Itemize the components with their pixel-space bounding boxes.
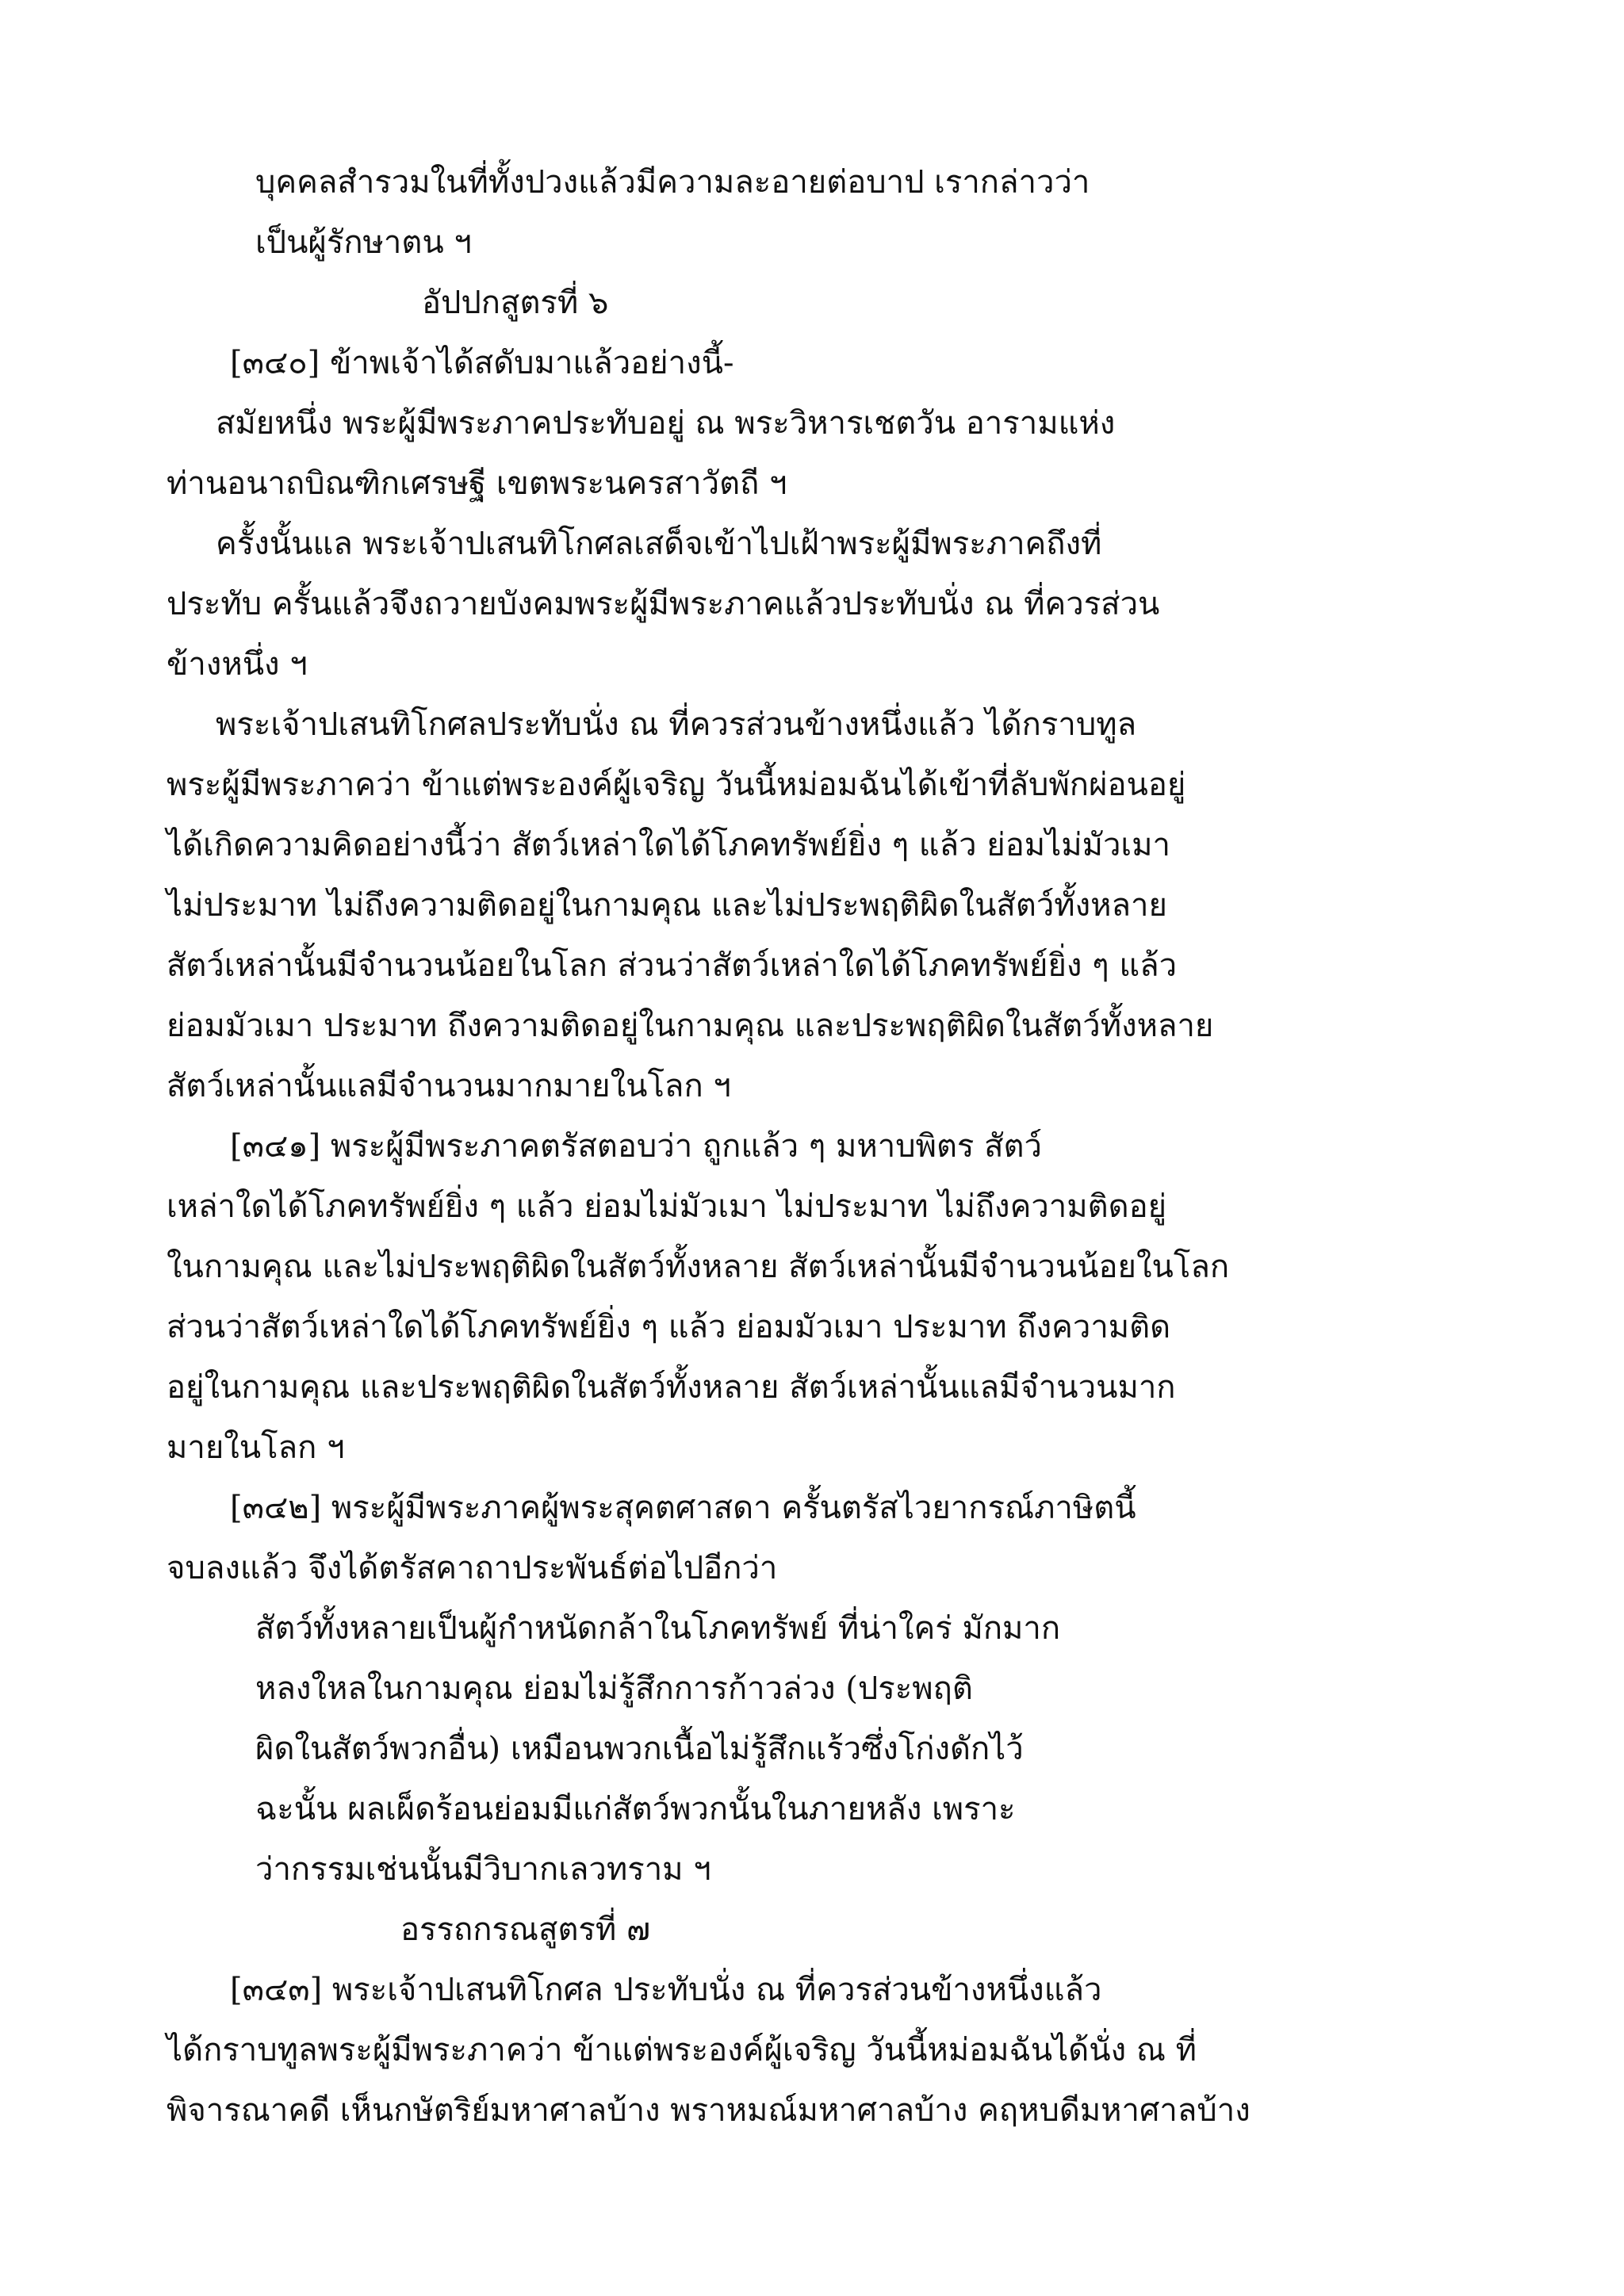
section-heading: อรรถกรณสูตรที่ ๗ [400, 1911, 651, 1948]
text-line: เป็นผู้รักษาตน ฯ [255, 224, 472, 261]
text-line: [๓๔๐] ข้าพเจ้าได้สดับมาแล้วอย่างนี้- [230, 345, 734, 381]
text-line: อยู่ในกามคุณ และประพฤติผิดในสัตว์ทั้งหลาย สัตว์เหล่านั้นแลมีจำนวนมาก [167, 1369, 1176, 1406]
verse-line: หลงใหลในกามคุณ ย่อมไม่รู้สึกการก้าวล่วง (ประพฤติ [255, 1670, 973, 1707]
text-line: ได้เกิดความคิดอย่างนี้ว่า สัตว์เหล่าใดได้โภคทรัพย์ยิ่ง ๆ แล้ว ย่อมไม่มัวเมา [167, 827, 1170, 863]
verse-line: ว่ากรรมเช่นนั้นมีวิบากเลวทราม ฯ [255, 1851, 711, 1888]
verse-line: ฉะนั้น ผลเผ็ดร้อนย่อมมีแก่สัตว์พวกนั้นในภายหลัง เพราะ [255, 1791, 1016, 1827]
text-line: ข้างหนึ่ง ฯ [167, 646, 308, 683]
text-line: ย่อมมัวเมา ประมาท ถึงความติดอยู่ในกามคุณ และประพฤติผิดในสัตว์ทั้งหลาย [167, 1008, 1214, 1044]
text-line: ประทับ ครั้นแล้วจึงถวายบังคมพระผู้มีพระภาคแล้วประทับนั่ง ณ ที่ควรส่วน [167, 586, 1160, 622]
text-line: [๓๔๓] พระเจ้าปเสนทิโกศล ประทับนั่ง ณ ที่ควรส่วนข้างหนึ่งแล้ว [230, 1972, 1102, 2008]
text-line: จบลงแล้ว จึงได้ตรัสคาถาประพันธ์ต่อไปอีกว่า [167, 1550, 778, 1586]
text-line: พระเจ้าปเสนทิโกศลประทับนั่ง ณ ที่ควรส่วนข้างหนึ่งแล้ว ได้กราบทูล [216, 706, 1137, 743]
text-line: สัตว์เหล่านั้นแลมีจำนวนมากมายในโลก ฯ [167, 1068, 731, 1104]
text-line: เหล่าใดได้โภคทรัพย์ยิ่ง ๆ แล้ว ย่อมไม่มัวเมา ไม่ประมาท ไม่ถึงความติดอยู่ [167, 1188, 1167, 1225]
text-line: พิจารณาคดี เห็นกษัตริย์มหาศาลบ้าง พราหมณ์มหาศาลบ้าง คฤหบดีมหาศาลบ้าง [167, 2092, 1251, 2129]
section-heading: อัปปกสูตรที่ ๖ [422, 285, 609, 321]
text-line: [๓๔๒] พระผู้มีพระภาคผู้พระสุคตศาสดา ครั้นตรัสไวยากรณ์ภาษิตนี้ [230, 1490, 1136, 1526]
text-line: สมัยหนึ่ง พระผู้มีพระภาคประทับอยู่ ณ พระวิหารเชตวัน อารามแห่ง [216, 405, 1116, 442]
text-line: สัตว์เหล่านั้นมีจำนวนน้อยในโลก ส่วนว่าสัตว์เหล่าใดได้โภคทรัพย์ยิ่ง ๆ แล้ว [167, 947, 1178, 984]
text-line: ในกามคุณ และไม่ประพฤติผิดในสัตว์ทั้งหลาย สัตว์เหล่านั้นมีจำนวนน้อยในโลก [167, 1249, 1230, 1285]
text-line: มายในโลก ฯ [167, 1429, 345, 1466]
verse-line: ผิดในสัตว์พวกอื่น) เหมือนพวกเนื้อไม่รู้สึกแร้วซึ่งโก่งดักไว้ [255, 1731, 1024, 1767]
verse-line: สัตว์ทั้งหลายเป็นผู้กำหนัดกล้าในโภคทรัพย์ ที่น่าใคร่ มักมาก [255, 1610, 1061, 1647]
text-line: ไม่ประมาท ไม่ถึงความติดอยู่ในกามคุณ และไม่ประพฤติผิดในสัตว์ทั้งหลาย [167, 887, 1167, 924]
text-line: ท่านอนาถบิณฑิกเศรษฐี เขตพระนครสาวัตถี ฯ [167, 465, 787, 502]
text-line: ครั้งนั้นแล พระเจ้าปเสนทิโกศลเสด็จเข้าไปเฝ้าพระผู้มีพระภาคถึงที่ [216, 526, 1102, 562]
text-line: พระผู้มีพระภาคว่า ข้าแต่พระองค์ผู้เจริญ วันนี้หม่อมฉันได้เข้าที่ลับพักผ่อนอยู่ [167, 767, 1186, 803]
text-line: [๓๔๑] พระผู้มีพระภาคตรัสตอบว่า ถูกแล้ว ๆ มหาบพิตร สัตว์ [230, 1128, 1042, 1165]
text-line: บุคคลสำรวมในที่ทั้งปวงแล้วมีความละอายต่อบาป เรากล่าวว่า [255, 164, 1090, 201]
text-line: ส่วนว่าสัตว์เหล่าใดได้โภคทรัพย์ยิ่ง ๆ แล้ว ย่อมมัวเมา ประมาท ถึงความติด [167, 1309, 1171, 1345]
text-line: ได้กราบทูลพระผู้มีพระภาคว่า ข้าแต่พระองค์ผู้เจริญ วันนี้หม่อมฉันได้นั่ง ณ ที่ [167, 2032, 1197, 2068]
